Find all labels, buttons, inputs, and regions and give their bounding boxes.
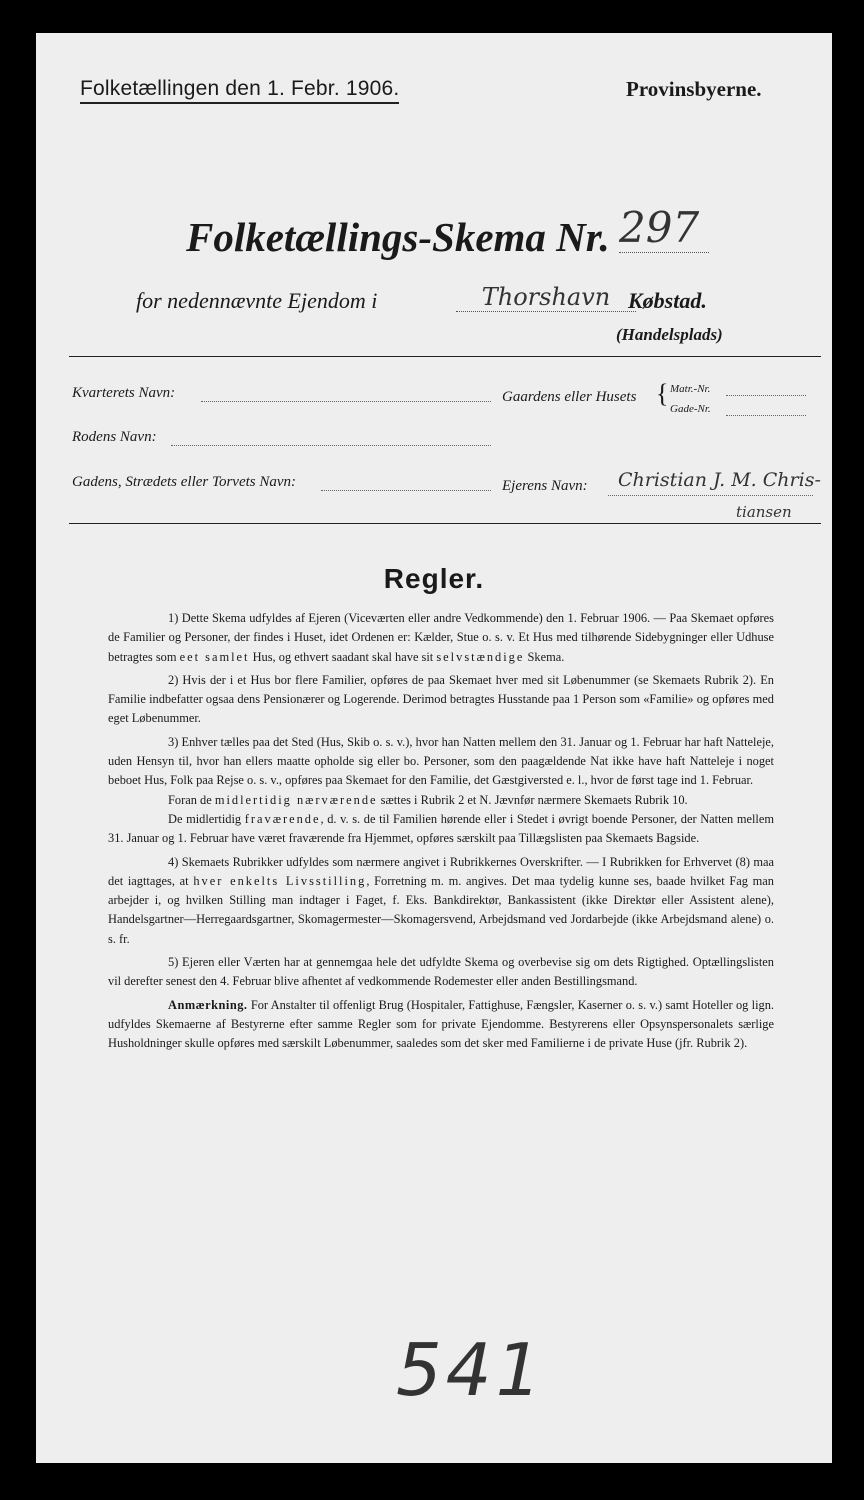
matr-label: Matr.-Nr. — [670, 383, 711, 395]
rule-1-middle: Hus, og ethvert saadant skal have sit — [252, 649, 434, 664]
rule-3b — [108, 791, 774, 810]
subtitle-prefix: for nedennævnte Ejendom i — [136, 288, 378, 313]
ejer-line[interactable] — [608, 495, 813, 496]
ejer-label: Ejerens Navn: — [502, 478, 588, 494]
rule-3c-pre: De midlertidig — [168, 811, 242, 826]
rule-1-emphasis-2: selvstændige — [436, 649, 525, 664]
rule-3c-post: , d. v. s. de til Familien hørende eller i Stedet i øvrigt boende Personer, der Natten mellem 31. Januar og 1. Februar have været fraværende fra Hjemmet, opføres særskilt paa Tillægslisten paa Skemaets Bagside. — [108, 811, 774, 846]
gade-line[interactable] — [321, 490, 491, 491]
top-divider — [69, 356, 821, 357]
rule-5: 5) Ejeren eller Værten har at gennemgaa hele det udfyldte Skema og overbevise sig om dets Rigtighed. Optællingslisten vil derefter senest den 4. Februar blive afhentet af vedkommende Rodemester eller anden Bestillingsmand. — [108, 955, 774, 989]
owner-name-handwritten-1: Christian J. M. Chris- — [618, 469, 821, 491]
schema-number-handwritten: 297 — [619, 203, 709, 253]
rule-3c-emphasis: fraværende — [244, 811, 321, 826]
gaard-label: Gaardens eller Husets — [502, 389, 637, 405]
kvarter-line[interactable] — [201, 401, 491, 402]
rule-4-post: , Forretning m. m. angives. Det maa tydelig kunne ses, baade hvilket Fag man arbejder i, og hvilken Stilling man indtager i Faget, f. Eks. Bankdirektør, Bankassistent (ikke Direktør eller Assistent alene), Handelsgartner—Herregaardsgartner, Skomagermester—Skomagersvend, Arbejdsmand ved Jordarbejde (ikke Arbejdsmand alene) o. s. fr. — [108, 873, 774, 946]
kvarter-label: Kvarterets Navn: — [72, 385, 176, 401]
rules-heading: Regler. — [383, 563, 485, 594]
rule-3b-emphasis: midlertidig nærværende — [214, 792, 378, 807]
subtitle-note: (Handelsplads) — [616, 325, 723, 344]
rode-line[interactable] — [171, 445, 491, 446]
gade-nr-label: Gade-Nr. — [670, 403, 711, 415]
fields-divider — [69, 523, 821, 524]
rule-1-text: 1) Dette Skema udfyldes af Ejeren (Viceværten eller andre Vedkommende) den 1. Februar 1906. — Paa Skemaet opføres de Familier og Personer, der findes i Huset, idet Ordenen er: Kælder, Stue o. s. v. Et Hus med tilhørende Sidebygninger eller Udhuse betragtes som — [108, 611, 774, 664]
annotation-label: Anmærkning. — [168, 997, 248, 1012]
subtitle-suffix: Købstad. — [628, 288, 707, 313]
province-header: Provinsbyerne. — [626, 77, 762, 101]
brace: { — [656, 379, 669, 408]
place-handwritten: Thorshavn — [456, 283, 636, 312]
owner-name-handwritten-2: tiansen — [736, 503, 792, 521]
bottom-handwritten-number: 541 — [396, 1328, 546, 1412]
gade-nr-line[interactable] — [726, 415, 806, 416]
rule-4-pre: 4) Skemaets Rubrikker udfyldes som nærmere angivet i Rubrikkernes Overskrifter. — I Rubrikken for Erhvervet (8) maa det iagttages, at — [108, 854, 774, 888]
annotation — [108, 996, 774, 1054]
rode-label: Rodens Navn: — [72, 429, 157, 445]
rule-1-emphasis-1: eet samlet — [179, 649, 250, 664]
rules-body — [108, 609, 774, 1058]
rule-4 — [108, 853, 774, 949]
rule-3b-post: sættes i Rubrik 2 et N. Jævnfør nærmere Skemaets Rubrik 10. — [380, 792, 688, 807]
matr-line[interactable] — [726, 395, 806, 396]
census-form-sheet — [36, 33, 832, 1463]
rule-2: 2) Hvis der i et Hus bor flere Familier, opføres de paa Skemaet hver med sit Løbenummer (se Skemaets Rubrik 2). En Familie indbefatter ogsaa dens Pensionærer og Logerende. Derimod betragtes Husstande paa 1 Person som «Familie» og opføres med eget Løbenummer. — [108, 672, 774, 726]
form-title: Folketællings-Skema Nr. — [186, 214, 610, 260]
rule-1 — [108, 609, 774, 667]
rule-3b-pre: Foran de — [168, 792, 212, 807]
rule-3c — [108, 810, 774, 849]
rule-3: 3) Enhver tælles paa det Sted (Hus, Skib o. s. v.), hvor han Natten mellem den 31. Januar og 1. Februar har haft Natteleje, uden Hensyn til, hvor han ellers maatte opholde sig eller bo. Personer, som den paagældende Nat ikke have haft Natteleje i noget beboet Hus, Folk paa Rejse o. s. v., opføres paa Skemaet for den Familie, det Gæstgiversted e. l., hvor de først tage ind 1. Februar. — [108, 734, 774, 788]
gade-label: Gadens, Strædets eller Torvets Navn: — [72, 474, 297, 490]
rule-4-emphasis: hver enkelts Livsstilling — [193, 873, 367, 888]
census-date-header: Folketællingen den 1. Febr. 1906. — [80, 77, 399, 104]
annotation-text: For Anstalter til offenligt Brug (Hospitaler, Fattighuse, Fængsler, Kaserner o. s. v.) samt Hoteller og lign. udfyldes Skemaerne af Bestyrerne efter samme Regler som for private Ejendomme. Bestyrerens eller Opsynspersonalets særlige Husholdninger skulle opføres med særskilt Løbenummer, saaledes som det sker med Familierne i de private Huse (jfr. Rubrik 2). — [108, 997, 774, 1051]
rule-1-end: Skema. — [527, 649, 565, 664]
